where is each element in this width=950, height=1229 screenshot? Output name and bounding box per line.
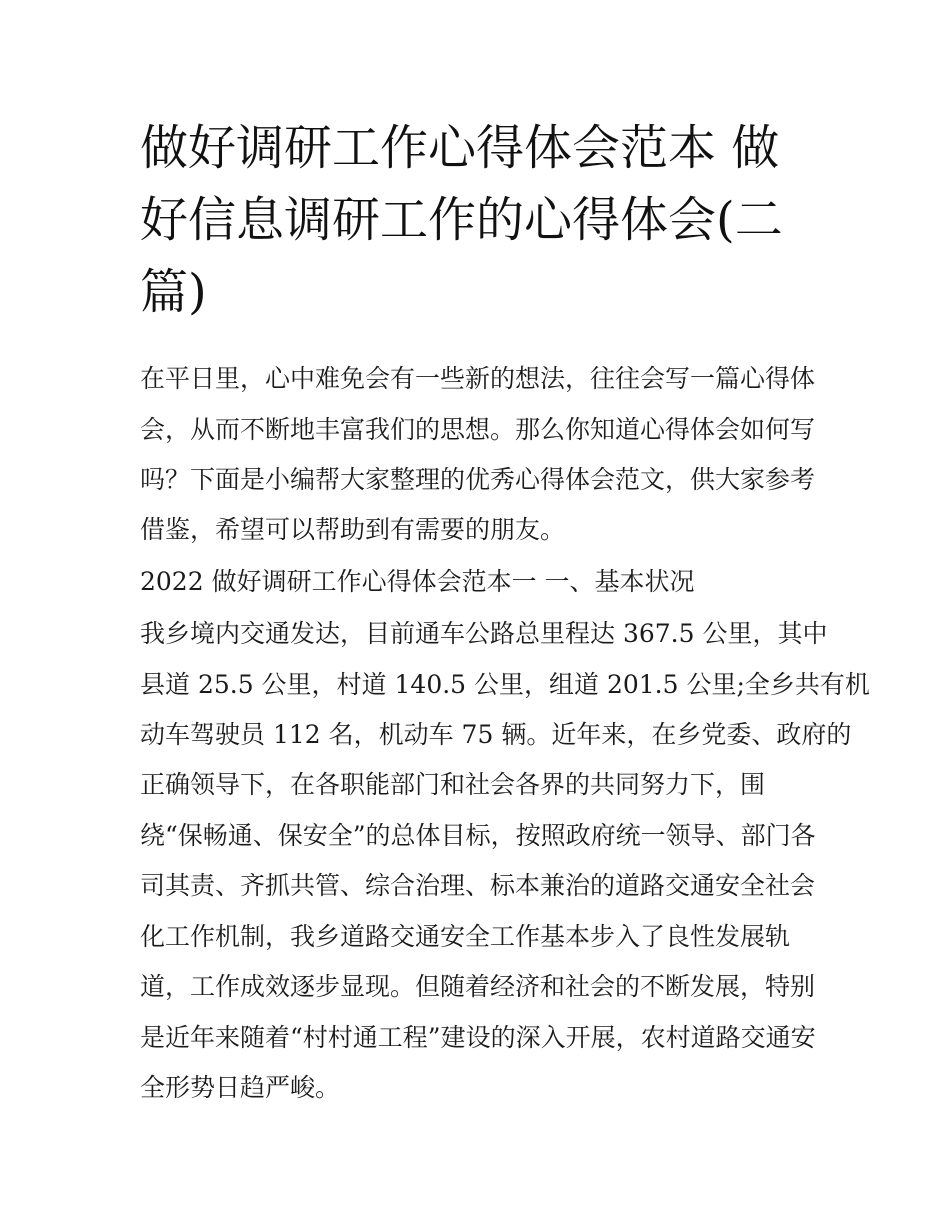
- intro-line: 会，从而不断地丰富我们的思想。那么你知道心得体会如何写: [140, 415, 816, 444]
- body-line: 绕“保畅通、保安全”的总体目标，按照政府统一领导、部门各: [140, 821, 816, 850]
- document-title: [140, 112, 820, 328]
- body-line: 道，工作成效逐步显现。但随着经济和社会的不断发展，特别: [140, 972, 816, 1001]
- body-line: 是近年来随着“村村通工程”建设的深入开展，农村道路交通安: [140, 1023, 816, 1052]
- body-line: 县道 25.5 公里，村道 140.5 公里，组道 201.5 公里;全乡共有机: [140, 670, 870, 699]
- body-line: 化工作机制，我乡道路交通安全工作基本步入了良性发展轨: [140, 922, 791, 951]
- title-line: 篇): [140, 264, 207, 320]
- intro-line: 借鉴，希望可以帮助到有需要的朋友。: [140, 515, 566, 544]
- intro-line: 吗？下面是小编帮大家整理的优秀心得体会范文，供大家参考: [140, 465, 816, 494]
- title-line: 好信息调研工作的心得体会(二: [140, 192, 783, 248]
- body-line: 我乡境内交通发达，目前通车公路总里程达 367.5 公里，其中: [140, 619, 828, 648]
- body-line: 动车驾驶员 112 名，机动车 75 辆。近年来，在乡党委、政府的: [140, 720, 852, 749]
- body-line: 司其责、齐抓共管、综合治理、标本兼治的道路交通安全社会: [140, 871, 816, 900]
- title-line: 做好调研工作心得体会范本 做: [140, 120, 780, 176]
- body-line: 全形势日趋严峻。: [140, 1073, 341, 1102]
- body-line: 正确领导下，在各职能部门和社会各界的共同努力下，围: [140, 770, 766, 799]
- section-heading: 2022 做好调研工作心得体会范本一 一、基本状况: [140, 567, 695, 596]
- intro-line: 在平日里，心中难免会有一些新的想法，往往会写一篇心得体: [140, 364, 816, 393]
